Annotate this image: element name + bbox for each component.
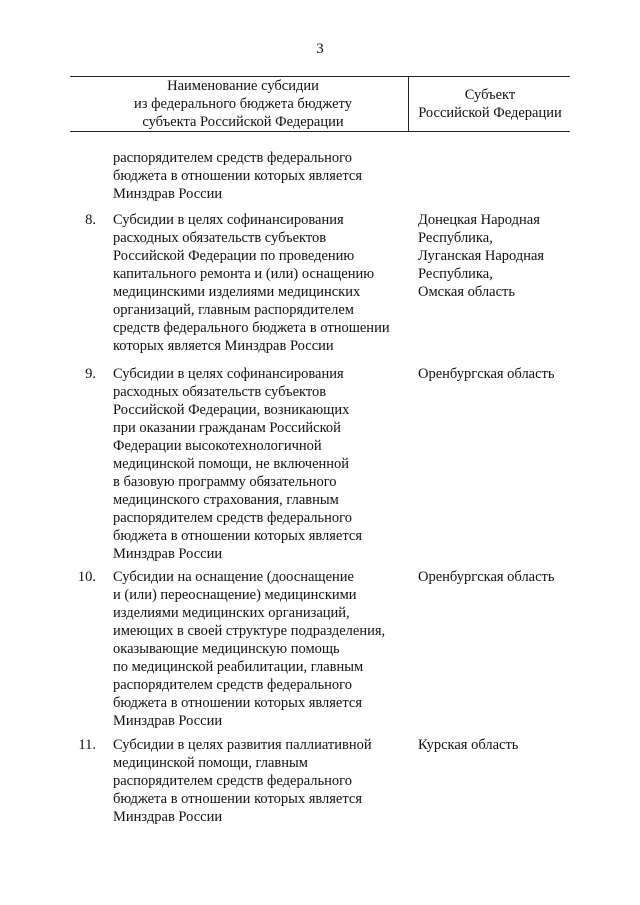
federation-subject: Донецкая Народная Республика, Луганская Народная Республика, Омская область (418, 212, 545, 300)
federation-subject: Оренбургская область (418, 569, 555, 585)
row-number: 10. (77, 569, 96, 585)
row-number: 8. (85, 212, 96, 228)
continuation-text: распорядителем средств федерального бюджета в отношении которых является Минздрав России (113, 150, 362, 202)
subsidy-name-column-header: Наименование субсидии из федерального бюджета бюджету субъекта Российской Федерации (134, 78, 352, 130)
table-header-column-divider (408, 76, 409, 131)
subsidy-name: Субсидии в целях софинансирования расходных обязательств субъектов Российской Федерации, возникающих при оказании гражданам Российской Федерации высокотехнологичной медицинской помощи, не включенной в базовую программу обязательного медицинского страхования, главным распорядителем средств федерального бюджета в отношении которых является Минздрав России (113, 366, 362, 562)
subsidy-name: Субсидии на оснащение (дооснащение и (или) переоснащение) медицинскими изделиями медицинских организаций, имеющих в своей структуре подразделения, оказывающие медицинскую помощь по медицинской реабилитации, главным распорядителем средств федерального бюджета в отношении которых является Минздрав России (113, 569, 386, 729)
page-number: 3 (316, 41, 324, 57)
federation-subject-column-header: Субъект Российской Федерации (418, 87, 562, 121)
federation-subject: Оренбургская область (418, 366, 555, 382)
row-number: 11. (78, 737, 96, 753)
subsidy-name: Субсидии в целях софинансирования расходных обязательств субъектов Российской Федерации по проведению капитального ремонта и (или) оснащению медицинскими изделиями медицинских организаций, главным распорядителем средств федерального бюджета в отношении которых является Минздрав России (113, 212, 390, 354)
federation-subject: Курская область (418, 737, 519, 753)
row-number: 9. (85, 366, 96, 382)
table-header-bottom-rule (70, 131, 570, 132)
subsidy-name: Субсидии в целях развития паллиативной медицинской помощи, главным распорядителем средств федерального бюджета в отношении которых является Минздрав России (113, 737, 372, 825)
